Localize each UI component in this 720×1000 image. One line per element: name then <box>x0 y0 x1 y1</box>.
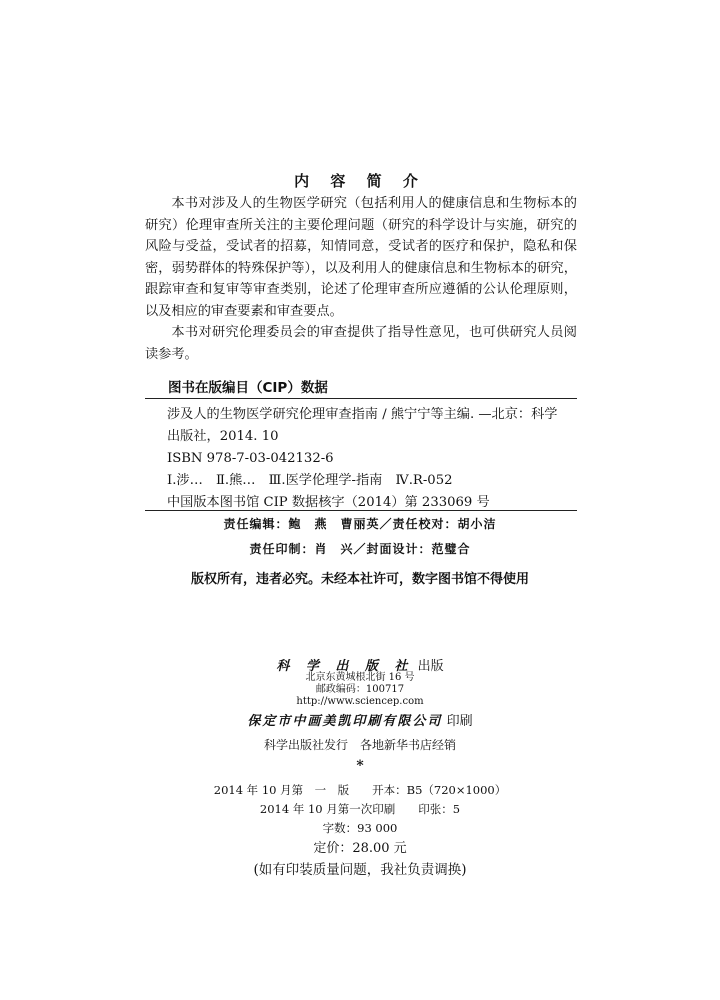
intro-paragraph-2: 本书对研究伦理委员会的审查提供了指导性意见，也可供研究人员阅读参考。 <box>145 325 577 362</box>
printer-line <box>0 710 720 729</box>
quality-note: (如有印装质量问题，我社负责调换) <box>253 862 467 878</box>
printer-name: 保定市中画美凯印刷有限公司 <box>247 714 443 729</box>
publisher-suffix: 出版 <box>417 659 444 674</box>
publisher-url: http://www.sciencep.com <box>296 696 424 707</box>
price: 定价：28.00 元 <box>313 841 407 856</box>
cip-title-line-continued: 出版社，2014. 10 <box>167 429 279 444</box>
cip-isbn: ISBN 978-7-03-042132-6 <box>167 451 334 466</box>
cip-title-line: 涉及人的生物医学研究伦理审查指南 / 熊宁宁等主编. —北京：科学 <box>167 407 558 422</box>
cip-bottom-rule <box>145 510 577 511</box>
production-credits: 责任印制：肖 兴／封面设计：范璧合 <box>249 542 471 556</box>
edition-line: 2014 年 10 月第 一 版 开本：B5（720×1000） <box>213 783 507 797</box>
publisher-name: 科 学 出 版 社 <box>276 659 414 674</box>
distribution-line: 科学出版社发行 各地新华书店经销 <box>263 738 456 752</box>
cip-top-rule <box>145 398 577 399</box>
cip-core-number: 中国版本图书馆 CIP 数据核字（2014）第 233069 号 <box>167 495 490 510</box>
editor-credits: 责任编辑：鲍 燕 曹丽英／责任校对：胡小洁 <box>223 517 497 531</box>
cip-classification: Ⅰ.涉… Ⅱ.熊… Ⅲ.医学伦理学-指南 Ⅳ.R-052 <box>167 473 453 488</box>
printing-line: 2014 年 10 月第一次印刷 印张：5 <box>259 802 461 816</box>
word-count: 字数：93 000 <box>322 821 398 835</box>
cip-heading: 图书在版编目（CIP）数据 <box>168 380 328 396</box>
printer-suffix: 印刷 <box>446 714 473 729</box>
publisher-address: 北京东黄城根北街 16 号 <box>305 672 415 683</box>
separator-star: * <box>356 758 364 774</box>
intro-text <box>145 193 577 365</box>
cip-block <box>145 404 577 514</box>
intro-paragraph-1: 本书对涉及人的生物医学研究（包括利用人的健康信息和生物标本的研究）伦理审查所关注的主要伦理问题（研究的科学设计与实施，研究的风险与受益，受试者的招募，知情同意，受试者的医疗和保护，隐私和保密，弱势群体的特殊保护等），以及利用人的健康信息和生物标本的研究，跟踪审查和复审等审查类别，论述了伦理审查所应遵循的公认伦理原则，以及相应的审查要素和审查要点。 <box>145 196 577 319</box>
copyright-notice: 版权所有，违者必究。未经本社许可，数字图书馆不得使用 <box>190 572 529 587</box>
publisher-postcode: 邮政编码：100717 <box>315 684 405 695</box>
intro-title: 内 容 简 介 <box>294 172 426 190</box>
